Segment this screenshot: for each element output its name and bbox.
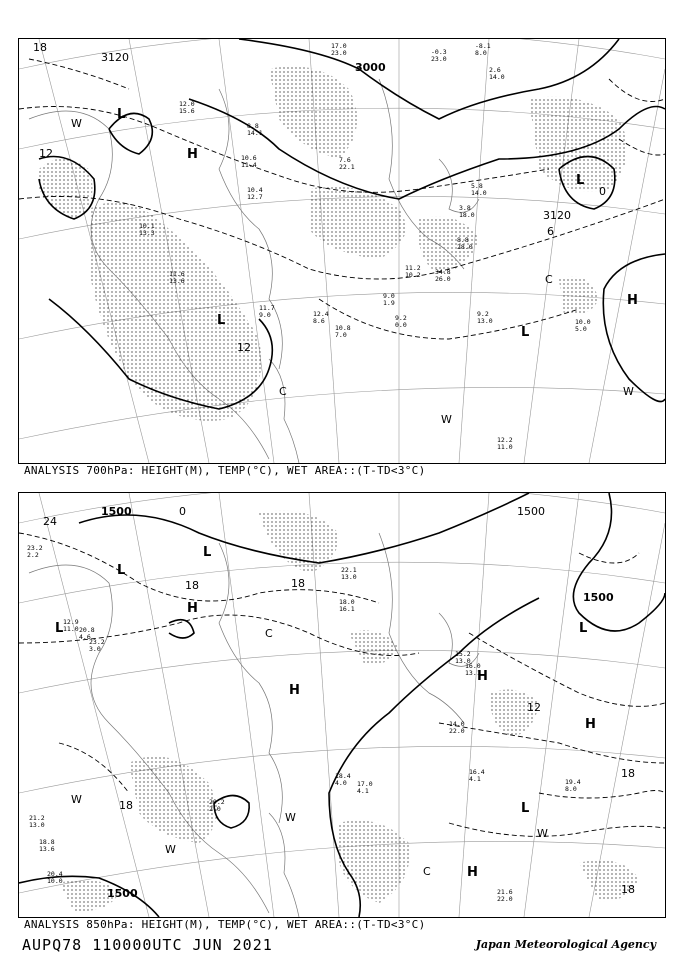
station-plot [29,815,45,829]
station-plot [331,43,347,57]
station-plot [335,325,351,339]
station-plot [565,779,581,793]
station-plot [465,663,481,677]
station-temperature: 18.8 [39,838,55,846]
cold-center: C [279,385,287,398]
station-temperature: 16.4 [469,768,485,776]
contour-label: 3000 [355,61,386,74]
contour-label: 1500 [517,505,545,518]
high-center: H [467,865,478,880]
warm-center: W [71,793,82,806]
station-temperature: 17.0 [331,42,347,50]
contour-label: 3120 [101,51,129,64]
station-temperature: 5.8 [471,182,483,190]
station-plot [383,293,395,307]
station-temperature: 10.6 [241,154,257,162]
station-temperature: 20.2 [209,798,225,806]
station-plot [497,437,513,451]
station-dewpoint-depression: 13.0 [477,317,493,325]
station-dewpoint-depression: 10.0 [47,877,63,885]
warm-center: W [623,385,634,398]
contour-label: 1500 [107,887,138,900]
station-dewpoint-depression: 0.0 [395,321,407,329]
station-temperature: 12.0 [179,100,195,108]
station-temperature: 8.8 [457,236,469,244]
station-plot [489,67,505,81]
station-dewpoint-depression: 13.6 [39,845,55,853]
station-dewpoint-depression: 22.0 [449,727,465,735]
station-temperature: 12.9 [63,618,79,626]
station-dewpoint-depression: 10.2 [405,271,421,279]
station-temperature: 20.8 [79,626,95,634]
station-dewpoint-depression: 11.0 [63,625,79,633]
station-temperature: 21.2 [29,814,45,822]
station-dewpoint-depression: 13.3 [139,229,155,237]
station-temperature: 10.1 [139,222,155,230]
station-dewpoint-depression: 9.0 [259,311,271,319]
low-center: L [217,313,226,328]
station-plot [497,889,513,903]
station-dewpoint-depression: 2.0 [209,805,221,813]
contour-label: 18 [33,41,47,54]
station-temperature: 18.0 [339,598,355,606]
contour-label: 24 [43,515,57,528]
station-dewpoint-depression: 12.7 [247,193,263,201]
station-dewpoint-depression: 22.0 [497,895,513,903]
station-temperature: 20.4 [47,870,63,878]
station-plot [395,315,407,329]
station-dewpoint-depression: 8.0 [565,785,577,793]
station-plot [457,237,473,251]
station-dewpoint-depression: 13.0 [29,821,45,829]
contour-label: 12 [39,147,53,160]
station-plot [247,187,263,201]
station-dewpoint-depression: 1.9 [383,299,395,307]
station-plot [431,49,447,63]
station-plot [259,305,275,319]
map-850hpa [18,492,666,918]
warm-center: W [441,413,452,426]
station-plot [471,183,487,197]
station-temperature: 2.6 [489,66,501,74]
station-plot [313,311,329,325]
low-center: L [521,801,530,816]
station-dewpoint-depression: 3.0 [89,645,101,653]
low-center: L [203,545,212,560]
station-temperature: 15.2 [455,650,471,658]
warm-center: W [285,811,296,824]
station-dewpoint-depression: 5.0 [575,325,587,333]
station-temperature: 18.4 [335,772,351,780]
station-dewpoint-depression: 2.2 [27,551,39,559]
station-dewpoint-depression: 14.0 [471,189,487,197]
station-temperature: 22.1 [341,566,357,574]
station-temperature: 17.0 [357,780,373,788]
contour-label: 18 [119,799,133,812]
cold-center: C [545,273,553,286]
station-temperature: 3.8 [459,204,471,212]
station-plot [209,799,225,813]
warm-center: W [71,117,82,130]
station-plot [575,319,591,333]
low-center: L [576,173,585,188]
station-temperature: 11.6 [169,270,185,278]
station-temperature: 23.2 [27,544,43,552]
station-dewpoint-depression: 11.4 [241,161,257,169]
station-plot [247,123,263,137]
low-center: L [55,621,64,636]
station-plot [27,545,43,559]
station-temperature: 11.2 [405,264,421,272]
station-plot [63,619,79,633]
low-center: L [117,563,126,578]
station-temperature: 16.0 [465,662,481,670]
contour-label: 1500 [583,591,614,604]
station-temperature: 21.6 [497,888,513,896]
station-temperature: -0.3 [431,48,447,56]
station-temperature: 8.8 [247,122,259,130]
station-dewpoint-depression: 4.0 [335,779,347,787]
station-plot [339,599,355,613]
agency-name: Japan Meteorological Agency [475,938,656,951]
station-temperature: 23.2 [89,638,105,646]
station-dewpoint-depression: 14.0 [489,73,505,81]
station-plot [341,567,357,581]
station-dewpoint-depression: 13.1 [465,669,481,677]
station-dewpoint-depression: 26.0 [435,275,451,283]
station-temperature: 9.2 [395,314,407,322]
low-center: L [117,107,126,122]
station-temperature: 19.4 [565,778,581,786]
station-dewpoint-depression: 23.0 [431,55,447,63]
station-temperature: 12.4 [313,310,329,318]
station-plot [469,769,485,783]
high-center: H [627,293,638,308]
low-center: L [579,621,588,636]
station-dewpoint-depression: 22.1 [339,163,355,171]
map-700hpa [18,38,666,464]
station-plot [139,223,155,237]
station-temperature: 11.7 [259,304,275,312]
station-temperature: 9.0 [383,292,395,300]
station-dewpoint-depression: 8.6 [313,317,325,325]
contour-label: 6 [547,225,554,238]
station-dewpoint-depression: 13.6 [169,277,185,285]
station-dewpoint-depression: 13.0 [341,573,357,581]
contour-label: 18 [621,767,635,780]
map-850hpa-canvas [19,493,665,917]
station-temperature: -8.1 [475,42,491,50]
station-plot [357,781,373,795]
station-plot [475,43,491,57]
caption-700hpa: ANALYSIS 700hPa: HEIGHT(M), TEMP(°C), WET AREA::(T-TD<3°C) [24,464,426,477]
station-dewpoint-depression: 23.0 [331,49,347,57]
station-plot [335,773,351,787]
high-center: H [585,717,596,732]
cold-center: C [265,627,273,640]
station-plot [449,721,465,735]
station-dewpoint-depression: 7.0 [335,331,347,339]
low-center: L [521,325,530,340]
station-plot [477,311,493,325]
station-temperature: 34.8 [435,268,451,276]
station-plot [405,265,421,279]
contour-label: 12 [237,341,251,354]
high-center: H [187,147,198,162]
high-center: H [289,683,300,698]
contour-label: 18 [185,579,199,592]
map-700hpa-canvas [19,39,665,463]
station-plot [179,101,195,115]
coastline [29,533,479,917]
station-dewpoint-depression: 4.1 [469,775,481,783]
station-temperature: 10.0 [575,318,591,326]
station-dewpoint-depression: 8.0 [475,49,487,57]
warm-center: W [537,827,548,840]
station-dewpoint-depression: 11.0 [497,443,513,451]
high-center: H [477,669,488,684]
contour-label: 12 [527,701,541,714]
station-dewpoint-depression: 4.1 [357,787,369,795]
caption-850hpa: ANALYSIS 850hPa: HEIGHT(M), TEMP(°C), WET AREA::(T-TD<3°C) [24,918,426,931]
station-temperature: 7.6 [339,156,351,164]
contour-label: 1500 [101,505,132,518]
warm-center: W [165,843,176,856]
station-plot [435,269,451,283]
station-plot [459,205,475,219]
station-plot [241,155,257,169]
bulletin-code: AUPQ78 110000UTC JUN 2021 [22,936,273,954]
contour-label: 18 [621,883,635,896]
wet-area [39,67,627,421]
station-temperature: 10.4 [247,186,263,194]
station-dewpoint-depression: 13.0 [455,657,471,665]
station-dewpoint-depression: 14.1 [247,129,263,137]
station-plot [339,157,355,171]
station-temperature: 9.2 [477,310,489,318]
station-dewpoint-depression: 16.1 [339,605,355,613]
contour-label: 0 [179,505,186,518]
station-temperature: 10.8 [335,324,351,332]
cold-center: C [423,865,431,878]
station-temperature: 12.2 [497,436,513,444]
station-plot [47,871,63,885]
contour-label: 18 [291,577,305,590]
station-dewpoint-depression: 28.0 [457,243,473,251]
station-plot [89,639,105,653]
station-dewpoint-depression: 15.6 [179,107,195,115]
station-dewpoint-depression: 18.0 [459,211,475,219]
station-temperature: 14.0 [449,720,465,728]
contour-label: 0 [599,185,606,198]
high-center: H [187,601,198,616]
station-dewpoint-depression: 4.6 [79,633,91,641]
station-plot [169,271,185,285]
contour-label: 3120 [543,209,571,222]
station-plot [39,839,55,853]
